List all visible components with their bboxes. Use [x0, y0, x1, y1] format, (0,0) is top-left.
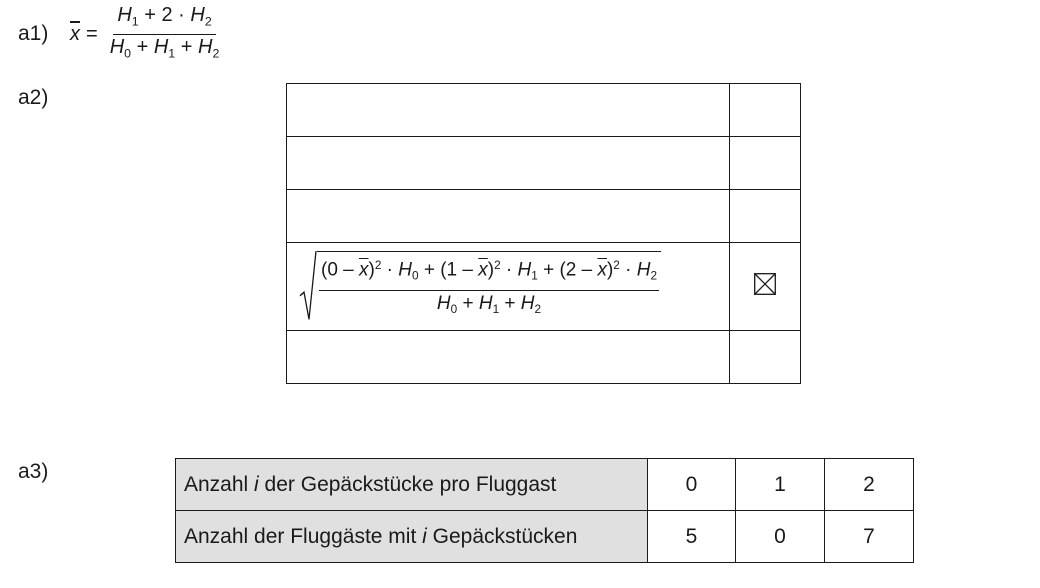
table-row [176, 459, 914, 511]
table-cell-answer[interactable]: 0 [736, 511, 825, 563]
choice-option [287, 331, 730, 384]
choice-checkbox-cell[interactable] [730, 190, 801, 243]
choice-checkbox-cell[interactable] [730, 331, 801, 384]
numerator: $H_1 + 2 \cdot H_2$ [113, 4, 215, 34]
formula-denominator: $H_0 + H_1 + H_2$ [436, 292, 542, 316]
table-cell: 0 [648, 459, 736, 511]
table-cell: 5 [648, 511, 736, 563]
equals-sign: = [86, 22, 98, 45]
choice-option [287, 137, 730, 190]
label-a3: a3) [18, 460, 49, 483]
choice-option-formula [287, 243, 730, 331]
table-cell: 1 [736, 459, 825, 511]
square-root-icon [299, 251, 317, 322]
formula-numerator: $(0 - \overline{x})^2 \cdot H_0 + (1 - \overline{x})^2 \cdot H_1 + (2 - \overline{x})^2 \cdot H_2$ [319, 254, 659, 291]
choice-row [287, 84, 801, 137]
standard-deviation-formula [299, 251, 729, 322]
row-header-passenger-count: Anzahl der Fluggäste mit i Gepäckstücken [176, 511, 648, 563]
table-row [176, 511, 914, 563]
denominator: $H_0 + H_1 + H_2$ [109, 35, 220, 60]
row-header-baggage-count: Anzahl i der Gepäckstücke pro Fluggast [176, 459, 648, 511]
baggage-frequency-table [175, 458, 914, 563]
label-a2: a2) [18, 86, 49, 109]
choice-checkbox-cell[interactable] [730, 243, 801, 331]
choice-row [287, 137, 801, 190]
fraction [106, 4, 224, 64]
choice-checkbox-cell[interactable] [730, 84, 801, 137]
table-cell: 2 [825, 459, 914, 511]
choice-row-selected [287, 243, 801, 331]
choice-row [287, 190, 801, 243]
choice-option [287, 84, 730, 137]
choice-checkbox-cell[interactable] [730, 137, 801, 190]
choice-option [287, 190, 730, 243]
formula-a1 [70, 6, 223, 62]
radicand [317, 251, 661, 322]
x-bar: $\overline{x}$ [70, 22, 80, 45]
label-a1: a1) [18, 22, 49, 45]
multiple-choice-table [286, 83, 801, 384]
checked-box-icon[interactable] [754, 273, 776, 295]
choice-row [287, 331, 801, 384]
table-cell-answer[interactable]: 7 [825, 511, 914, 563]
